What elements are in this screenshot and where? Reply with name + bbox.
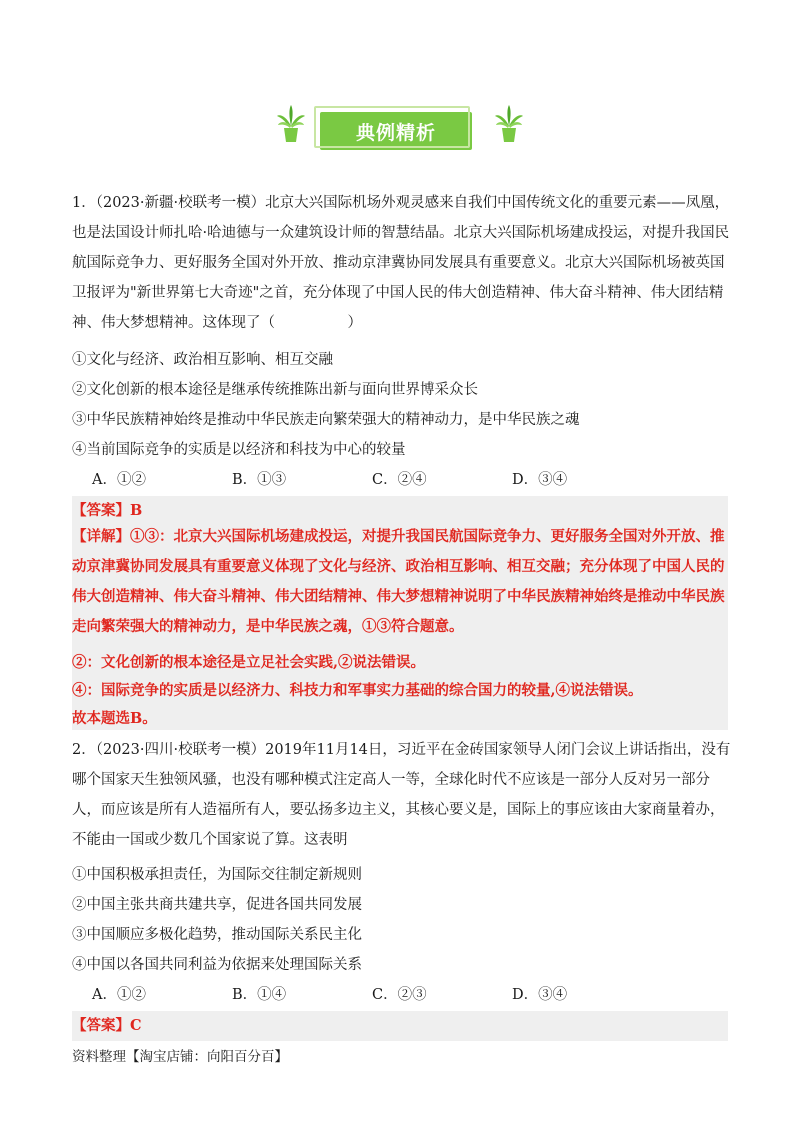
question-2-options [92, 980, 652, 1010]
question-2-answer-box [72, 1011, 728, 1041]
question-1-detail: 【详解】①③：北京大兴国际机场建成投运，对提升我国民航国际竞争力、更好服务全国对外开放、推动京津冀协同发展具有重要意义体现了文化与经济、政治相互影响、相互交融；充分体现了中国人民的伟大创造精神、伟大奋斗精神、伟大团结精神、伟大梦想精神说明了中华民族精神始终是推动中华民族走向繁荣强大的精神动力，是中华民族之魂，①③符合题意。 [72, 528, 725, 635]
option-c: C．②④ [372, 472, 427, 488]
question-2-stem: 2．（2023·四川·校联考一模）2019年11月14日，习近平在金砖国家领导人闭门会议上讲话指出，没有哪个国家天生独领风骚，也没有哪种模式注定高人一等，全球化时代不应该是一部分人反对另一部分人，而应该是所有人造福所有人，要弘扬多边主义，其核心要义是，国际上的事应该由大家商量着办，不能由一国或少数几个国家说了算。这表明 [72, 742, 731, 848]
question-1-detail-2: ②：文化创新的根本途径是立足社会实践,②说法错误。 [72, 654, 426, 671]
option-a: A．①② [92, 472, 146, 488]
question-1-statement-1: ①文化与经济、政治相互影响、相互交融 [72, 352, 333, 368]
question-1-statement-3: ③中华民族精神始终是推动中华民族走向繁荣强大的精神动力，是中华民族之魂 [72, 412, 580, 428]
plant-icon [494, 104, 524, 144]
section-banner [0, 98, 800, 158]
question-2-statement-4: ④中国以各国共同利益为依据来处理国际关系 [72, 957, 362, 973]
question-2-statement-1: ①中国积极承担责任，为国际交往制定新规则 [72, 867, 362, 883]
option-c: C．②③ [372, 987, 427, 1003]
banner-title: 典例精析 [355, 122, 436, 144]
plant-icon [276, 104, 306, 144]
option-d: D．③④ [512, 987, 568, 1003]
question-2-answer: 【答案】C [72, 1017, 142, 1034]
option-d: D．③④ [512, 472, 568, 488]
question-2-statement-3: ③中国顺应多极化趋势，推动国际关系民主化 [72, 927, 362, 943]
banner-box [320, 112, 472, 150]
footer-source: 资料整理【淘宝店铺：向阳百分百】 [72, 1049, 288, 1065]
question-1-options [92, 465, 652, 495]
option-a: A．①② [92, 987, 146, 1003]
question-1-answer: 【答案】B [72, 502, 143, 519]
question-1-statement-2: ②文化创新的根本途径是继承传统推陈出新与面向世界博采众长 [72, 382, 478, 398]
option-b: B．①④ [232, 987, 287, 1003]
question-1-conclusion: 故本题选B。 [72, 710, 157, 727]
option-b: B．①③ [232, 472, 287, 488]
question-1-stem: 1．（2023·新疆·校联考一模）北京大兴国际机场外观灵感来自我们中国传统文化的重要元素——凤凰，也是法国设计师扎哈·哈迪德与一众建筑设计师的智慧结晶。北京大兴国际机场建成投运，对提升我国民航国际竞争力、更好服务全国对外开放、推动京津冀协同发展具有重要意义。北京大兴国际机场被英国卫报评为"新世界第七大奇迹"之首，充分体现了中国人民的伟大创造精神、伟大奋斗精神、伟大团结精神、伟大梦想精神。这体现了（ ） [72, 195, 730, 331]
question-1-detail-3: ④：国际竞争的实质是以经济力、科技力和军事实力基础的综合国力的较量,④说法错误。 [72, 682, 643, 699]
question-2-statement-2: ②中国主张共商共建共享，促进各国共同发展 [72, 897, 362, 913]
question-1-statement-4: ④当前国际竞争的实质是以经济和科技为中心的较量 [72, 442, 406, 458]
